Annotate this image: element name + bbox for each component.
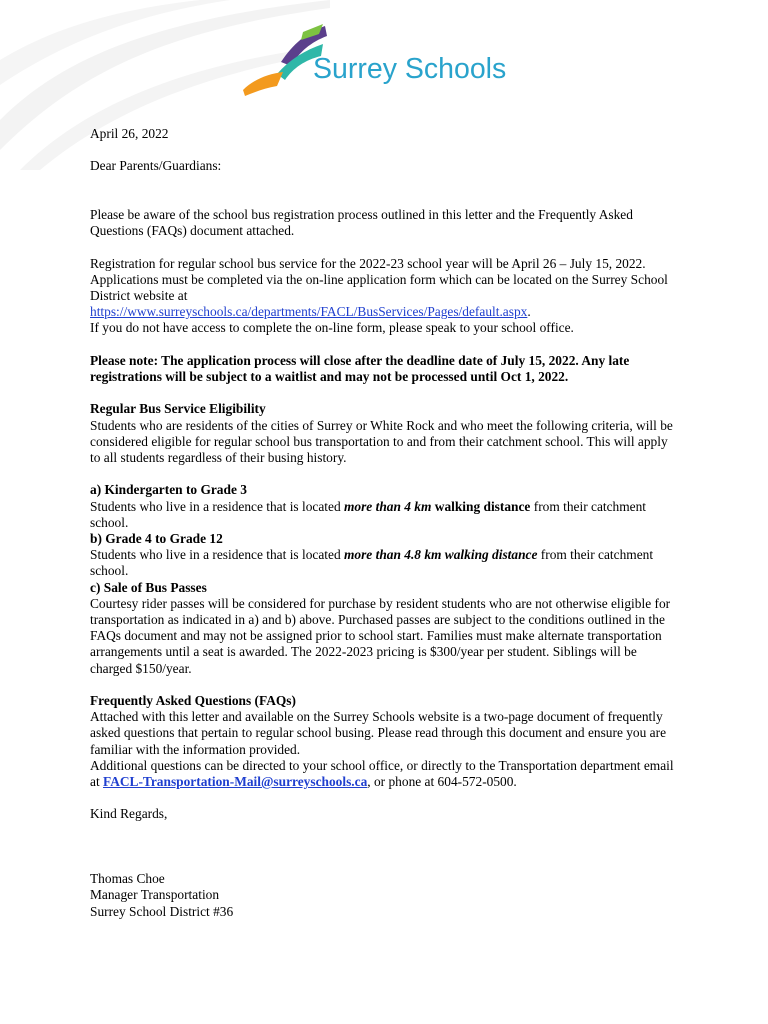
letter-date: April 26, 2022 — [90, 126, 169, 141]
section-a-distance: more than 4 km — [343, 498, 432, 514]
surrey-schools-logo — [243, 22, 543, 98]
contact-pre: Additional questions can be directed to your school office, or directly to the Transportation department email at — [90, 757, 674, 790]
bus-services-url-link[interactable]: https://www.surreyschools.ca/departments/FACL/BusServices/Pages/default.aspx — [90, 304, 528, 320]
office-note-text: If you do not have access to complete the on-line form, please speak to your school office. — [90, 320, 574, 336]
section-b-text — [90, 547, 680, 579]
eligibility-text: Students who are residents of the cities of Surrey or White Rock and who meet the following criteria, will be considered eligible for regular school bus transportation to and from their catchment school. This will apply to all students regardless of their busing history. — [90, 417, 673, 465]
signature-name: Thomas Choe — [90, 871, 165, 887]
signature-title: Manager Transportation — [90, 887, 220, 903]
section-b-post: from their catchment school. — [90, 547, 654, 579]
faq-text: Attached with this letter and available on the Surrey Schools website is a two-page document of frequently asked questions that pertain to regular school busing. Please read through this document and ensure you are familiar with the information provided. — [90, 709, 667, 757]
section-a-heading: a) Kindergarten to Grade 3 — [90, 482, 247, 498]
section-a-pre: Students who live in a residence that is located — [90, 498, 344, 514]
registration-paragraph — [90, 256, 680, 337]
intro-paragraph: Please be aware of the school bus registration process outlined in this letter and the Frequently Asked Questions (FAQs) document attached. — [90, 206, 633, 239]
faq-heading: Frequently Asked Questions (FAQs) — [90, 693, 296, 708]
section-b-distance: more than 4.8 km walking distance — [343, 547, 538, 563]
section-a-walking: walking distance — [431, 498, 531, 514]
closing: Kind Regards, — [90, 806, 168, 822]
contact-post: , or phone at 604-572-0500. — [367, 774, 517, 790]
section-b-pre: Students who live in a residence that is located — [90, 547, 344, 563]
application-instructions-text: Applications must be completed via the on-line application form which can be located on the Surrey School District website at — [90, 271, 668, 303]
signature-org: Surrey School District #36 — [90, 903, 234, 919]
section-c-heading: c) Sale of Bus Passes — [90, 579, 207, 595]
letter-body — [90, 126, 680, 920]
section-a-text — [90, 499, 680, 531]
logo-text: Surrey Schools — [313, 53, 507, 85]
faq-contact-text — [90, 758, 680, 790]
salutation: Dear Parents/Guardians: — [90, 158, 222, 174]
section-a-post: from their catchment school. — [90, 498, 647, 530]
registration-url-line — [90, 304, 680, 320]
registration-dates-text: Registration for regular school bus service for the 2022-23 school year will be April 26 – July 15, 2022. — [90, 255, 646, 271]
section-b-heading: b) Grade 4 to Grade 12 — [90, 530, 223, 546]
url-suffix: . — [527, 304, 531, 320]
signature-block — [90, 871, 680, 920]
section-c-text: Courtesy rider passes will be considered for purchase by resident students who are not otherwise eligible for transportation as indicated in a) and b) above. Purchased passes are subject to the conditions outlined in the FAQs document and may not be assigned prior to school start. Families must make alternate transportation arrangements until a seat is awarded. The 2022-2023 pricing is $300/year per student. Siblings will be charged $150/year. — [90, 595, 671, 676]
transportation-email-link[interactable]: FACL-Transportation-Mail@surreyschools.ca — [103, 774, 368, 790]
eligibility-heading: Regular Bus Service Eligibility — [90, 401, 266, 417]
deadline-note: Please note: The application process will close after the deadline date of July 15, 2022. Any late registrations will be subject to a waitlist and may not be processed until Oct 1, 2022. — [90, 352, 630, 384]
